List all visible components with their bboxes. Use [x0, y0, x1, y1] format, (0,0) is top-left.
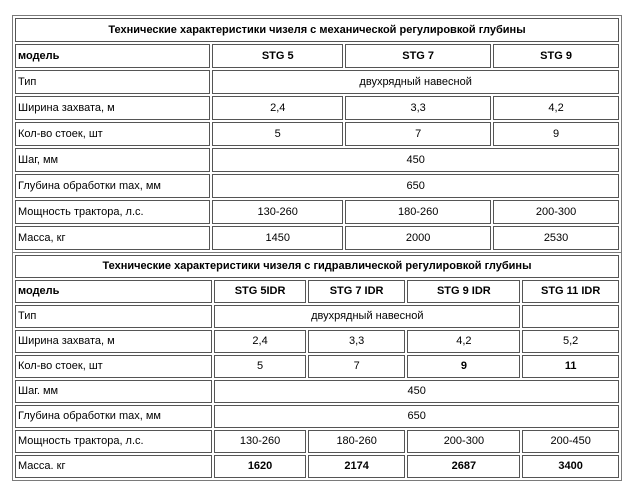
power-value: 200-300: [493, 200, 619, 224]
width-value: 2,4: [214, 330, 306, 353]
model-stg5idr: STG 5IDR: [214, 280, 306, 303]
stands-value: 9: [493, 122, 619, 146]
step-value: 450: [214, 380, 619, 403]
step-label: Шаг, мм: [15, 148, 210, 172]
mass-value: 2000: [345, 226, 491, 250]
step-row: [15, 380, 619, 403]
table-title-row: [15, 255, 619, 278]
mass-value: 3400: [522, 455, 619, 478]
model-header-row: [15, 44, 619, 68]
width-row: [15, 330, 619, 353]
mass-value: 1450: [212, 226, 343, 250]
power-value: 200-450: [522, 430, 619, 453]
width-row: [15, 96, 619, 120]
model-stg9: STG 9: [493, 44, 619, 68]
stands-row: [15, 122, 619, 146]
mass-row: [15, 226, 619, 250]
mass-value: 1620: [214, 455, 306, 478]
width-value: 5,2: [522, 330, 619, 353]
mass-value: 2174: [308, 455, 406, 478]
depth-label: Глубина обработки max, мм: [15, 174, 210, 198]
model-header-row: [15, 280, 619, 303]
model-label: модель: [15, 44, 210, 68]
depth-row: [15, 174, 619, 198]
type-empty-cell: [522, 305, 619, 328]
model-stg7idr: STG 7 IDR: [308, 280, 406, 303]
depth-row: [15, 405, 619, 428]
power-label: Мощность трактора, л.с.: [15, 200, 210, 224]
stands-row: [15, 355, 619, 378]
type-label: Тип: [15, 70, 210, 94]
type-row: [15, 305, 619, 328]
model-stg5: STG 5: [212, 44, 343, 68]
table-title-row: [15, 18, 619, 42]
stands-value: 9: [407, 355, 520, 378]
power-value: 130-260: [214, 430, 306, 453]
stands-value: 7: [308, 355, 406, 378]
type-value: двухрядный навесной: [214, 305, 520, 328]
width-value: 4,2: [493, 96, 619, 120]
width-value: 3,3: [345, 96, 491, 120]
power-value: 180-260: [308, 430, 406, 453]
model-stg7: STG 7: [345, 44, 491, 68]
mechanical-table-title: Технические характеристики чизеля с механической регулировкой глубины: [15, 18, 619, 42]
stands-value: 7: [345, 122, 491, 146]
stands-value: 5: [214, 355, 306, 378]
mechanical-spec-table: [12, 15, 622, 253]
width-value: 2,4: [212, 96, 343, 120]
model-stg9idr: STG 9 IDR: [407, 280, 520, 303]
hydraulic-table-title: Технические характеристики чизеля с гидравлической регулировкой глубины: [15, 255, 619, 278]
stands-label: Кол-во стоек, шт: [15, 122, 210, 146]
model-label: модель: [15, 280, 212, 303]
spec-tables: [12, 15, 622, 481]
depth-value: 650: [212, 174, 619, 198]
depth-label: Глубина обработки max, мм: [15, 405, 212, 428]
stands-label: Кол-во стоек, шт: [15, 355, 212, 378]
mass-label: Масса. кг: [15, 455, 212, 478]
type-value: двухрядный навесной: [212, 70, 619, 94]
power-value: 180-260: [345, 200, 491, 224]
mass-label: Масса, кг: [15, 226, 210, 250]
width-label: Ширина захвата, м: [15, 330, 212, 353]
hydraulic-spec-table: [12, 252, 622, 481]
type-row: [15, 70, 619, 94]
step-value: 450: [212, 148, 619, 172]
width-label: Ширина захвата, м: [15, 96, 210, 120]
step-row: [15, 148, 619, 172]
width-value: 3,3: [308, 330, 406, 353]
power-label: Мощность трактора, л.с.: [15, 430, 212, 453]
power-value: 200-300: [407, 430, 520, 453]
stands-value: 5: [212, 122, 343, 146]
model-stg11idr: STG 11 IDR: [522, 280, 619, 303]
mass-value: 2530: [493, 226, 619, 250]
type-label: Тип: [15, 305, 212, 328]
depth-value: 650: [214, 405, 619, 428]
power-value: 130-260: [212, 200, 343, 224]
mass-row: [15, 455, 619, 478]
stands-value: 11: [522, 355, 619, 378]
width-value: 4,2: [407, 330, 520, 353]
mass-value: 2687: [407, 455, 520, 478]
power-row: [15, 200, 619, 224]
step-label: Шаг. мм: [15, 380, 212, 403]
power-row: [15, 430, 619, 453]
